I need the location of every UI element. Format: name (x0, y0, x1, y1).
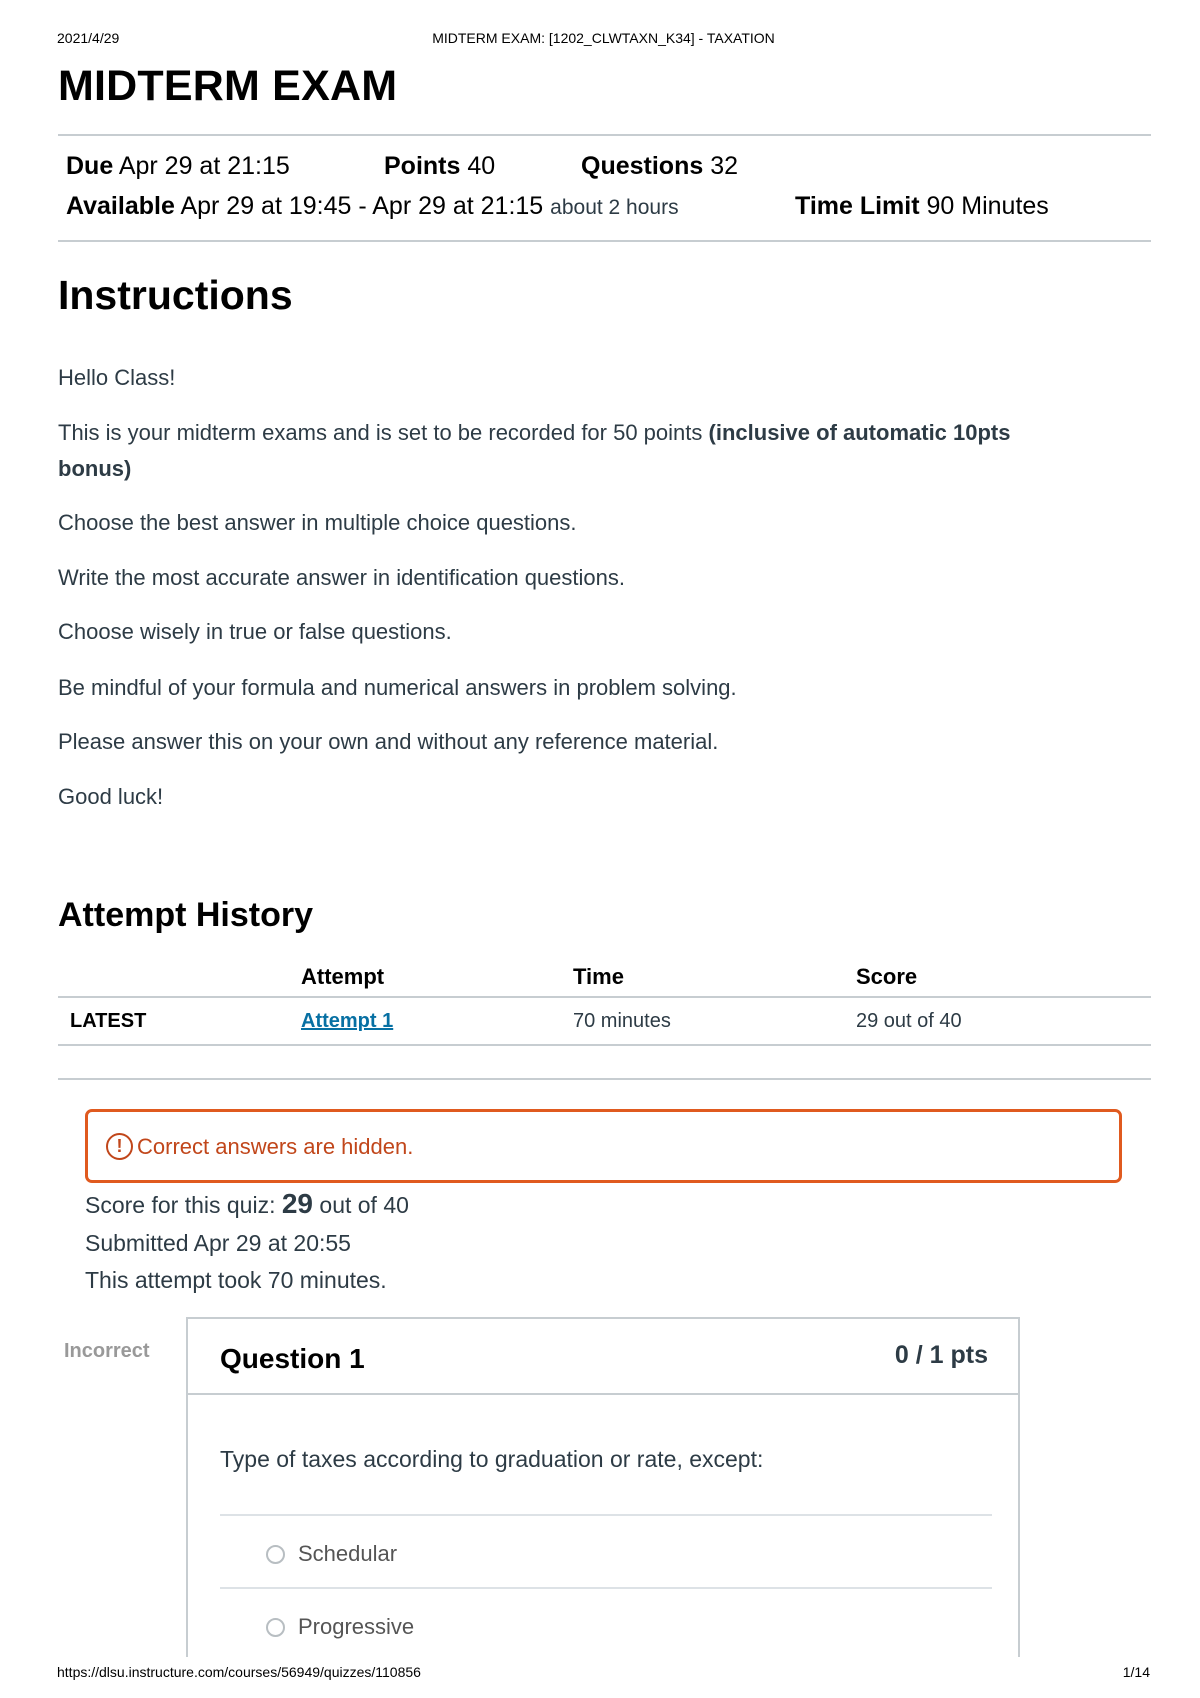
print-footer (57, 1664, 1150, 1680)
column-header-time: Time (573, 964, 624, 989)
questions-meta (581, 152, 738, 181)
questions-value: 32 (710, 152, 739, 180)
submitted-time: Submitted Apr 29 at 20:55 (85, 1230, 351, 1256)
question-title: Question 1 (220, 1343, 365, 1374)
divider (58, 134, 1151, 136)
instructions-heading: Instructions (58, 272, 293, 318)
attempt-duration: This attempt took 70 minutes. (85, 1267, 387, 1293)
points-value: 40 (467, 152, 496, 180)
answers-hidden-alert (85, 1109, 1122, 1183)
answer-option[interactable] (266, 1541, 397, 1567)
quiz-score (85, 1188, 409, 1220)
page-title: MIDTERM EXAM (58, 62, 398, 110)
latest-label: LATEST (70, 1010, 147, 1032)
print-doc-title: MIDTERM EXAM: [1202_CLWTAXN_K34] - TAXATION (432, 30, 775, 46)
question-card (186, 1317, 1020, 1657)
print-date: 2021/4/29 (57, 30, 120, 46)
attempt-history-heading: Attempt History (58, 896, 314, 934)
answer-option-label: Progressive (298, 1614, 415, 1639)
questions-label: Questions (581, 152, 704, 180)
instructions-points-text: This is your midterm exams and is set to be recorded for 50 points (58, 420, 703, 445)
print-page-number: 1/14 (1122, 1664, 1150, 1680)
score-prefix: Score for this quiz: (85, 1192, 276, 1218)
time-limit-label: Time Limit (795, 192, 920, 220)
option-divider (220, 1587, 992, 1589)
quiz-meta-row-1 (66, 152, 290, 181)
attempt-time: 70 minutes (573, 1010, 671, 1032)
attempt-score: 29 out of 40 (856, 1010, 962, 1032)
instructions-line: Choose wisely in true or false questions. (58, 619, 452, 644)
instructions-closing: Good luck! (58, 784, 164, 809)
column-header-attempt: Attempt (301, 964, 385, 989)
answer-option-label: Schedular (298, 1541, 398, 1566)
answer-option[interactable] (266, 1614, 414, 1640)
warning-circle-icon: ! (106, 1133, 133, 1160)
instructions-line: Choose the best answer in multiple choice questions. (58, 510, 577, 535)
radio-button[interactable] (266, 1545, 285, 1564)
due-value: Apr 29 at 21:15 (118, 152, 290, 180)
attempt-1-link[interactable]: Attempt 1 (301, 1010, 394, 1032)
available-label: Available (66, 192, 175, 220)
instructions-bonus-text-cont: bonus) (58, 456, 132, 481)
attempt-history-table (58, 958, 1151, 1046)
instructions-line: Write the most accurate answer in identification questions. (58, 565, 625, 590)
instructions-line: Be mindful of your formula and numerical answers in problem solving. (58, 675, 737, 700)
instructions-points-note (58, 415, 1138, 487)
question-status: Incorrect (64, 1340, 150, 1362)
instructions-line: Please answer this on your own and without any reference material. (58, 729, 719, 754)
points-label: Points (384, 152, 461, 180)
radio-button[interactable] (266, 1618, 285, 1637)
score-suffix: out of 40 (319, 1192, 409, 1218)
available-duration: about 2 hours (550, 196, 679, 219)
column-header-score: Score (856, 964, 918, 989)
due-label: Due (66, 152, 114, 180)
question-text: Type of taxes according to graduation or rate, except: (220, 1446, 764, 1472)
available-meta (66, 192, 679, 221)
alert-text: Correct answers are hidden. (137, 1133, 414, 1159)
time-limit-value: 90 Minutes (926, 192, 1049, 220)
score-value: 29 (281, 1188, 314, 1219)
option-divider (220, 1514, 992, 1516)
available-value: Apr 29 at 19:45 - Apr 29 at 21:15 (180, 192, 544, 220)
question-points: 0 / 1 pts (894, 1341, 988, 1369)
divider (58, 240, 1151, 242)
divider (58, 1078, 1151, 1080)
table-header (58, 958, 1151, 998)
table-row (58, 998, 1151, 1046)
points-meta (384, 152, 495, 181)
question-header (188, 1319, 1018, 1395)
instructions-greeting: Hello Class! (58, 365, 176, 390)
instructions-bonus-text: (inclusive of automatic 10pts (708, 420, 1011, 445)
print-url: https://dlsu.instructure.com/courses/56949/quizzes/110856 (57, 1664, 421, 1680)
time-limit-meta (795, 192, 1049, 221)
print-header (57, 30, 1150, 50)
